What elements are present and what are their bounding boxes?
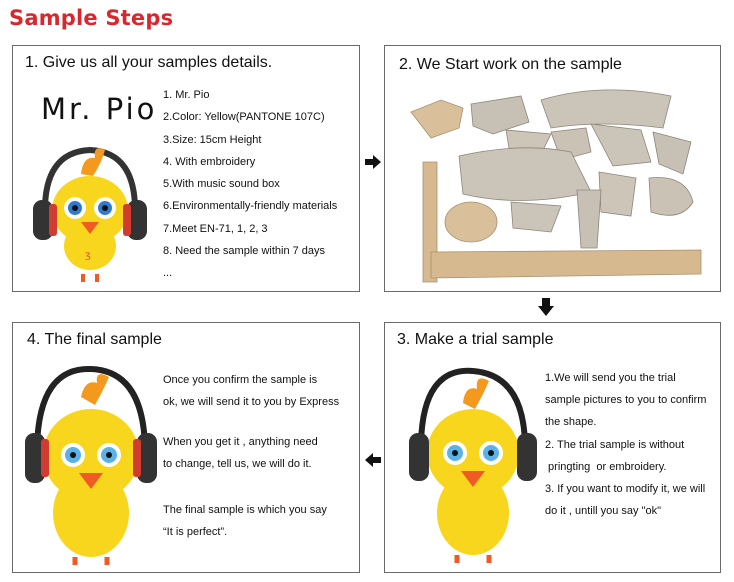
description-line: 1.We will send you the trial — [545, 372, 676, 384]
svg-text:ʒ: ʒ — [85, 250, 91, 261]
step-1-title: 1. Give us all your samples details. — [25, 54, 273, 71]
detail-item: ... — [163, 267, 173, 280]
step-3-panel — [384, 322, 721, 573]
final-sample-para-1 — [163, 369, 363, 413]
trial-sample-plush-image — [403, 363, 543, 563]
step-4-title: 4. The final sample — [27, 331, 162, 348]
trial-sample-description — [545, 367, 720, 522]
detail-item: 1. Mr. Pio — [163, 89, 210, 101]
step-4-panel — [12, 322, 360, 573]
arrow-left-icon — [364, 452, 382, 468]
detail-item: 3.Size: 15cm Height — [163, 133, 262, 146]
sample-details-list — [163, 84, 337, 285]
step-2-title: 2. We Start work on the sample — [399, 56, 622, 73]
paragraph-line: “It is perfect”. — [163, 526, 228, 539]
final-sample-para-2 — [163, 431, 363, 475]
description-line: do it , untill you say "ok" — [545, 505, 662, 518]
description-line: 3. If you want to modify it, we will — [545, 483, 706, 496]
step-1-panel — [12, 45, 360, 292]
paragraph-line: to change, tell us, we will do it. — [163, 458, 312, 471]
description-line: the shape. — [545, 416, 597, 429]
cartoon-chick-illustration — [23, 134, 158, 284]
paragraph-line: Once you confirm the sample is — [163, 374, 318, 386]
detail-item: 8. Need the sample within 7 days — [163, 245, 326, 258]
detail-item: 4. With embroidery — [163, 155, 256, 168]
brand-name: Mr. Pio — [41, 92, 158, 126]
arrow-down-icon — [537, 297, 555, 317]
paper-pattern-pieces-image — [401, 82, 711, 287]
detail-item: 5.With music sound box — [163, 178, 280, 191]
detail-item: 6.Environmentally-friendly materials — [163, 200, 338, 213]
page-title: Sample Steps — [9, 6, 174, 30]
step-3-title: 3. Make a trial sample — [397, 331, 554, 348]
final-sample-plush-image — [21, 363, 161, 568]
detail-item: 2.Color: Yellow(PANTONE 107C) — [163, 111, 325, 124]
step-2-panel — [384, 45, 721, 292]
arrow-right-icon — [364, 154, 382, 170]
description-line: 2. The trial sample is without — [545, 438, 685, 451]
description-line: sample pictures to you to confirm — [545, 394, 707, 407]
paragraph-line: ok, we will send it to you by Express — [163, 396, 340, 409]
detail-item: 7.Meet EN-71, 1, 2, 3 — [163, 222, 268, 235]
final-sample-para-3 — [163, 499, 363, 543]
paragraph-line: The final sample is which you say — [163, 504, 327, 516]
description-line: pringting or embroidery. — [545, 460, 667, 473]
paragraph-line: When you get it , anything need — [163, 436, 318, 448]
